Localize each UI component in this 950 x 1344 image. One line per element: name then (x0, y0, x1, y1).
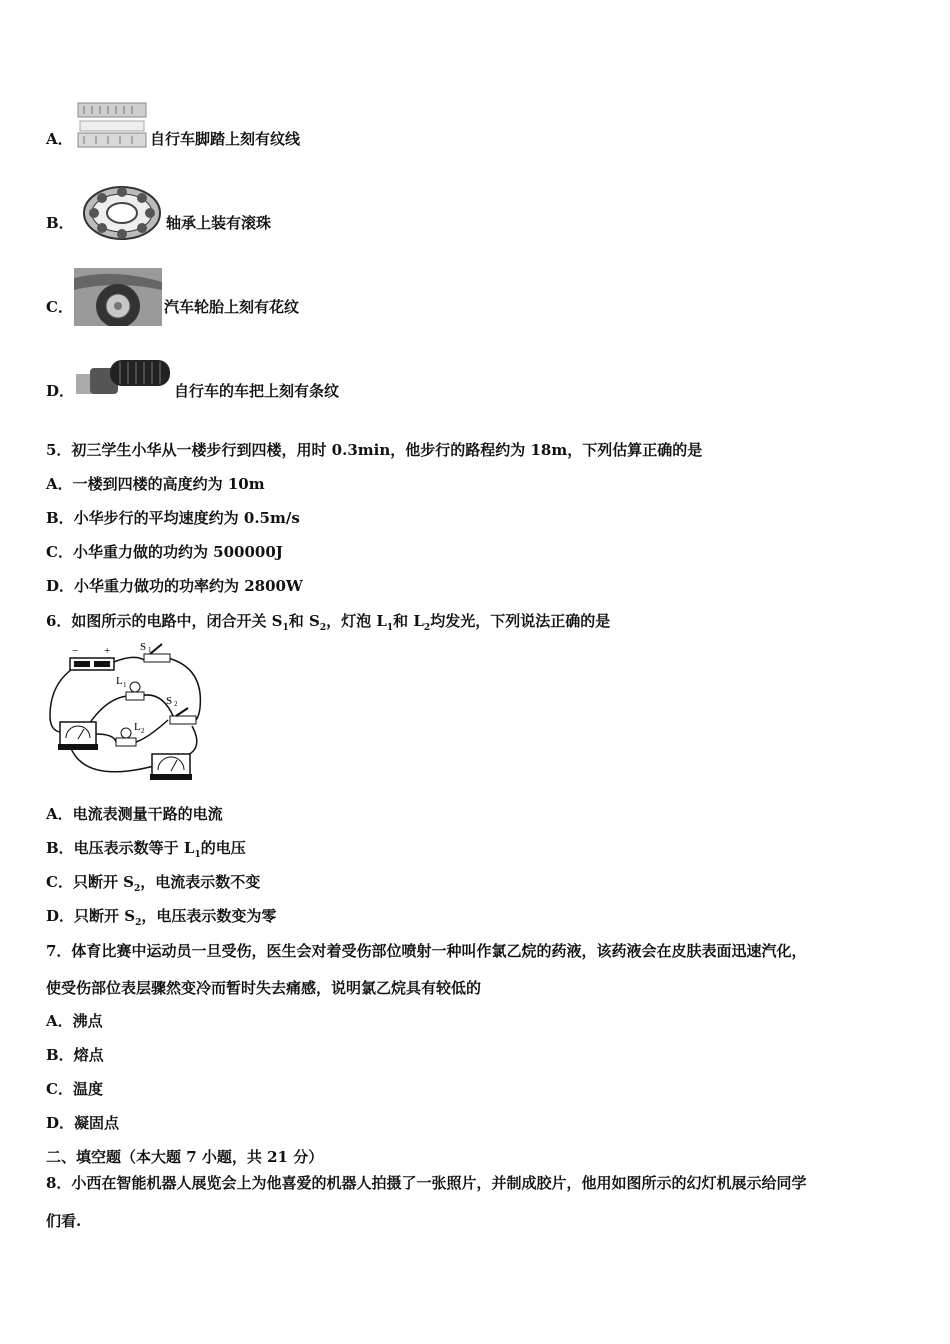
question-6-stem: 6．如图所示的电路中，闭合开关 $S_1$和 $S_2$，灯泡 $L_1$和 $L_2$均发光，下列说法正确的是 (46, 612, 611, 633)
q7-option-d: D．凝固点 (46, 1114, 120, 1132)
option-letter: D． (46, 382, 75, 400)
switch-s2-icon (170, 716, 196, 724)
question-5-stem: 5．初三学生小华从一楼步行到四楼，用时 0.3min，他步行的路程约为 18m，下列估算正确的是 (46, 441, 703, 459)
switch-s1-icon (144, 654, 170, 662)
svg-text:2: 2 (141, 727, 145, 735)
q6-option-a: A．电流表测量干路的电流 (46, 805, 223, 823)
circuit-diagram (44, 638, 212, 783)
svg-text:1: 1 (123, 681, 127, 689)
svg-text:2: 2 (174, 700, 178, 708)
svg-text:1: 1 (148, 646, 152, 654)
handlebar-image (76, 352, 172, 398)
svg-text:S: S (166, 695, 173, 707)
q5-option-a: A．一楼到四楼的高度约为 10m (46, 475, 265, 493)
question-8-stem-line2: 们看. (46, 1212, 82, 1230)
q7-option-b: B．熔点 (46, 1046, 104, 1064)
question-7-stem-line2: 使受伤部位表层骤然变冷而暂时失去痛感，说明氯乙烷具有较低的 (46, 979, 482, 997)
q7-option-a: A．沸点 (46, 1012, 103, 1030)
bulb-l1-icon (126, 692, 144, 700)
option-text: 汽车轮胎上刻有花纹 (164, 298, 300, 316)
svg-text:L: L (116, 675, 123, 687)
option-text: 轴承上装有滚珠 (166, 214, 272, 232)
option-letter: A． (46, 130, 73, 148)
option-text: 自行车的车把上刻有条纹 (174, 382, 340, 400)
svg-text:S: S (140, 641, 147, 653)
option-letter: C． (46, 298, 73, 316)
q5-option-b: B．小华步行的平均速度约为 0.5m/s (46, 509, 300, 527)
q5-option-d: D．小华重力做功的功率约为 2800W (46, 577, 303, 595)
bearing-image (80, 183, 164, 241)
option-letter: B． (46, 214, 74, 232)
question-7-stem-line1: 7．体育比赛中运动员一旦受伤，医生会对着受伤部位喷射一种叫作氯乙烷的药液，该药液会在皮肤表面迅速汽化， (46, 942, 807, 960)
q6-option-c: C．只断开 $S_2$，电流表示数不变 (46, 873, 261, 894)
q6-option-d: D．只断开 $S_2$，电压表示数变为零 (46, 907, 277, 928)
pedal-image (76, 101, 148, 149)
q5-option-c: C．小华重力做的功约为 500000J (46, 543, 283, 561)
svg-text:+: + (104, 645, 111, 657)
q6-option-b: B．电压表示数等于 $L_1$的电压 (46, 839, 246, 860)
bulb-l2-icon (116, 738, 136, 746)
svg-text:L: L (134, 721, 141, 733)
question-8-stem-line1: 8．小西在智能机器人展览会上为他喜爱的机器人拍摄了一张照片，并制成胶片，他用如图所示的幻灯机展示给同学 (46, 1174, 807, 1192)
option-text: 自行车脚踏上刻有纹线 (150, 130, 301, 148)
tire-image (74, 268, 162, 326)
section-2-title: 二、填空题（本大题 7 小题，共 21 分） (46, 1148, 324, 1166)
q7-option-c: C．温度 (46, 1080, 103, 1098)
svg-text:−: − (72, 645, 79, 657)
